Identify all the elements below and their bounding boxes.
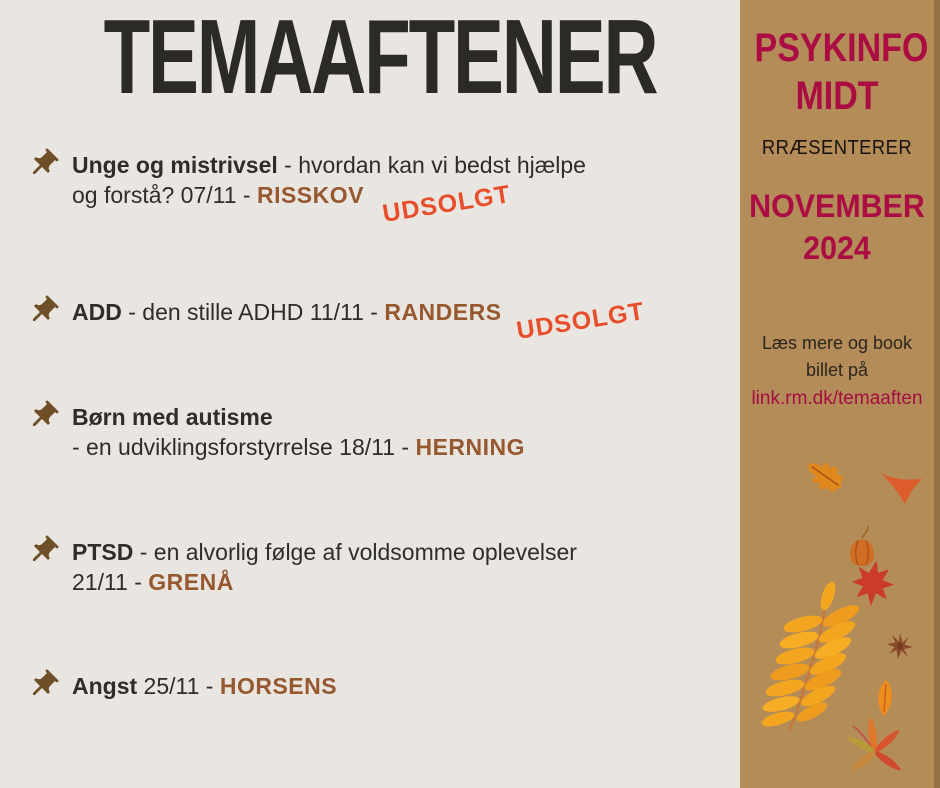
event-desc: - en alvorlig følge af voldsomme oplevelser [133,539,577,565]
physalis-icon [850,526,874,566]
event-venue: HERNING [415,434,526,460]
star-anise-icon [887,633,913,659]
month-year [745,185,929,269]
event-item-angst [72,671,712,701]
event-venue: HORSENS [219,673,338,699]
cta-line-2: billet på [805,360,869,380]
small-orange-leaf-icon [877,680,893,717]
pushpin-icon [26,294,60,328]
event-desc: - en udviklingsforstyrrelse 18/11 - [72,434,416,460]
event-title: ADD [72,299,122,325]
event-desc: 25/11 - [137,673,220,699]
brand-line-1: PSYKINFO [754,26,929,70]
maple-leaf-icon [847,556,898,610]
event-title: Unge og mistrivsel [72,152,278,178]
event-line-1 [72,402,712,432]
event-line-1 [72,150,712,180]
sidebar-edge-shadow [934,0,940,788]
event-venue: GRENÅ [148,569,234,595]
event-venue: RANDERS [384,299,502,325]
event-line-2 [72,432,712,462]
month-label: NOVEMBER [749,188,925,224]
event-title: Børn med autisme [72,404,273,430]
brand-line-2: MIDT [795,74,879,118]
event-item-unge-og-mistrivsel [72,150,712,228]
year-label: 2024 [803,230,871,266]
event-line-2 [72,180,712,228]
event-item-boern-med-autisme [72,402,712,462]
event-item-add [72,297,712,345]
event-line-1 [72,671,712,701]
soldout-badge: UDSOLGT [380,180,513,228]
red-leaf-fragment-icon [878,472,922,507]
five-leaflet-leaf-icon [845,716,903,774]
event-desc: - den stille ADHD 11/11 - [121,299,385,325]
soldout-badge: UDSOLGT [514,297,647,345]
cta-line-1: Læs mere og book [761,333,913,353]
pushpin-icon [26,399,60,433]
event-item-ptsd [72,537,712,597]
pushpin-icon [26,668,60,702]
page-title: TEMAAFTENER [103,0,657,116]
autumn-leaves-decoration [740,430,940,788]
event-title: PTSD [72,539,134,565]
event-line-1 [72,297,712,345]
pushpin-icon [26,147,60,181]
pushpin-icon [26,534,60,568]
event-desc: 21/11 - [72,569,149,595]
cta-block [740,330,934,412]
rowan-leaf-icon [760,580,862,730]
booking-link[interactable]: link.rm.dk/temaaften [751,388,923,409]
oak-leaf-icon [801,453,849,497]
event-desc: og forstå? 07/11 - [72,182,257,208]
event-title: Angst [72,673,138,699]
event-line-2 [72,567,712,597]
brand-title [754,24,929,120]
presents-label: RRÆSENTERER [761,137,913,159]
event-desc: - hvordan kan vi bedst hjælpe [277,152,586,178]
event-venue: RISSKOV [256,182,364,208]
event-line-1 [72,537,712,567]
sidebar [740,0,940,788]
